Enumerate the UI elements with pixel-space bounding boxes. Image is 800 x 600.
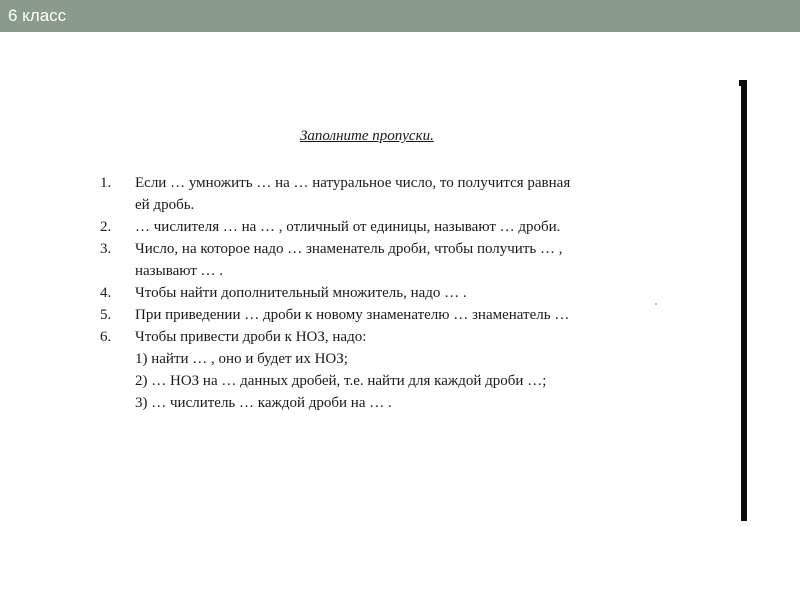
worksheet-list (100, 172, 740, 414)
item-text: ей дробь. (135, 197, 195, 213)
list-item (100, 172, 740, 216)
item-text: … числителя … на … , отличный от единицы, называют … дроби. (135, 219, 561, 235)
item-text: называют … . (135, 263, 224, 279)
item-text: Если … умножить … на … натуральное число, то получится равная (135, 175, 571, 191)
title-bar (0, 0, 800, 32)
item-text: Чтобы найти дополнительный множитель, надо … . (135, 285, 467, 301)
scan-border-tick (739, 80, 741, 86)
sub-item: 2) … НОЗ на … данных дробей, т.е. найти для каждой дроби …; (135, 373, 547, 389)
list-item (100, 216, 740, 238)
sub-item: 3) … числитель … каждой дроби на … . (135, 395, 392, 411)
item-number: 2. (100, 219, 112, 235)
item-text: Число, на которое надо … знаменатель дроби, чтобы получить … , (135, 241, 563, 257)
sub-item: 1) найти … , оно и будет их НОЗ; (135, 351, 348, 367)
item-number: 4. (100, 285, 112, 301)
list-item (100, 282, 740, 304)
list-item (100, 304, 740, 326)
sub-list (135, 348, 740, 414)
slide-title: 6 класс (8, 6, 67, 25)
item-number: 3. (100, 241, 112, 257)
list-item (100, 326, 740, 414)
item-number: 6. (100, 329, 112, 345)
worksheet-heading: Заполните пропуски. (300, 128, 434, 144)
item-text: Чтобы привести дроби к НОЗ, надо: (135, 329, 367, 345)
scan-border (741, 80, 747, 521)
item-text: При приведении … дроби к новому знаменателю … знаменатель … (135, 307, 570, 323)
item-number: 1. (100, 175, 112, 191)
list-item (100, 238, 740, 282)
item-number: 5. (100, 307, 112, 323)
